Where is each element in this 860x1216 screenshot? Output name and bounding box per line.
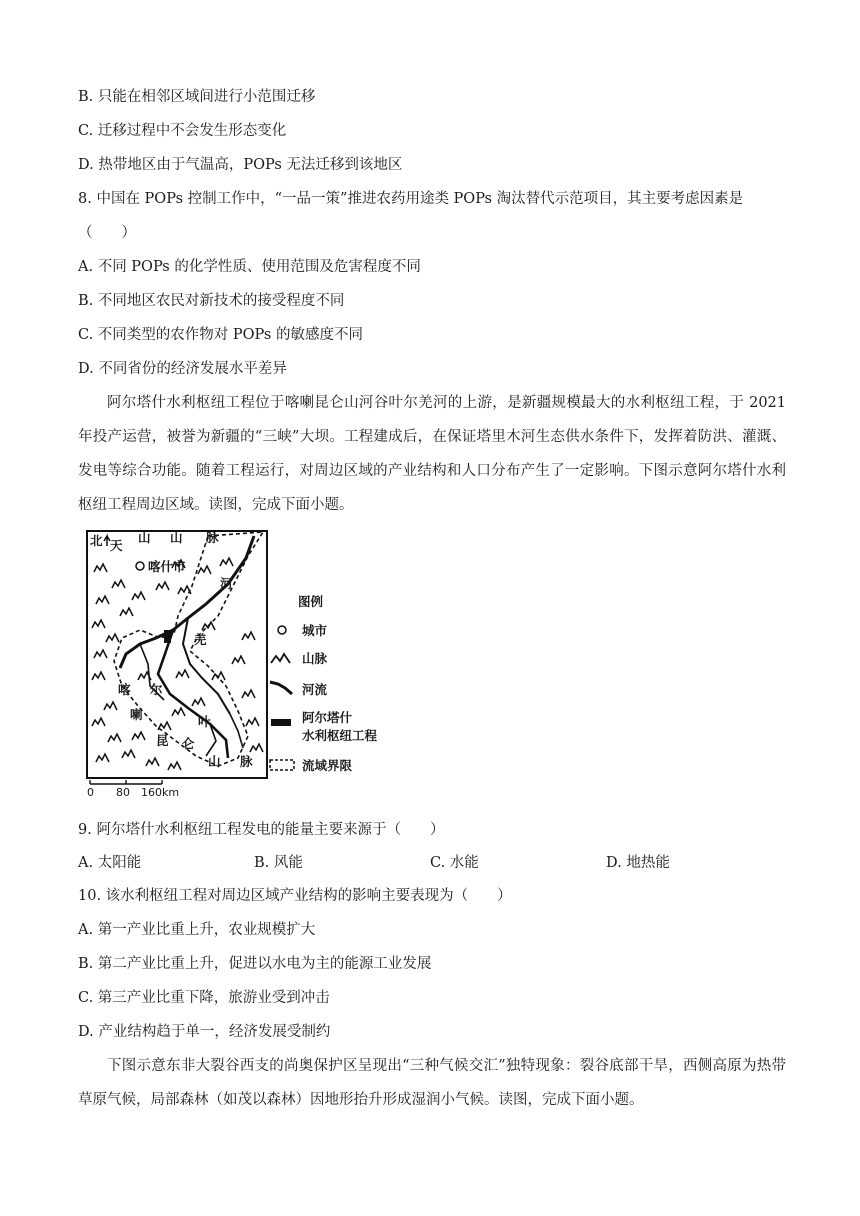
legend-city: 城市 (302, 623, 328, 638)
label-kun: 昆 (156, 733, 169, 748)
mountain-symbol (192, 698, 205, 706)
legend-river-icon (270, 682, 292, 694)
north-label: 北 (90, 533, 103, 548)
q7-option-d: D. 热带地区由于气温高，POPs 无法迁移到该地区 (78, 157, 403, 173)
q10-option-c: C. 第三产业比重下降，旅游业受到冲击 (78, 990, 330, 1006)
mountain-symbol (176, 670, 189, 678)
altash-region-map (78, 526, 398, 798)
mountain-symbol (132, 592, 145, 600)
mountain-symbols (92, 558, 263, 770)
mountain-symbol (92, 672, 105, 680)
q8-stem: 8. 中国在 POPs 控制工作中，“一品一策”推进农药用途类 POPs 淘汰替代示范项目，其主要考虑因素是 (78, 191, 744, 207)
q8-option-c: C. 不同类型的农作物对 POPs 的敏感度不同 (78, 327, 363, 343)
q8-stem-blank: （ ） (78, 225, 136, 241)
mountain-symbol (172, 708, 185, 716)
q10-option-a: A. 第一产业比重上升，农业规模扩大 (78, 922, 316, 938)
legend-project-line-2: 水利枢纽工程 (302, 728, 378, 743)
label-he: 河 (220, 576, 233, 591)
yarkand-river (120, 536, 254, 668)
passage-rift-valley: 下图示意东非大裂谷西支的尚奥保护区呈现出“三种气候交汇”独特现象：裂谷底部干旱，西侧高原为热带草原气候，局部森林（如茂以森林）因地形抬升形成湿润小气候。读图，完成下面小题。 (78, 1058, 786, 1108)
mountain-symbol (104, 702, 117, 710)
scale-80: 80 (116, 786, 130, 798)
legend-project-icon (271, 719, 291, 726)
mountain-symbol (232, 656, 245, 664)
mountain-symbol (106, 634, 119, 642)
q10-option-d: D. 产业结构趋于单一，经济发展受制约 (78, 1024, 331, 1040)
mountain-symbol (168, 762, 181, 770)
q9-option-c: C. 水能 (430, 855, 479, 871)
mountain-symbol (198, 566, 211, 574)
mountain-symbol (94, 564, 107, 572)
label-mai-1: 脉 (206, 530, 219, 545)
label-shan-1: 山 (138, 530, 151, 545)
mountain-symbol (96, 754, 109, 762)
label-ye: 叶 (198, 714, 211, 729)
q8-option-d: D. 不同省份的经济发展水平差异 (78, 361, 287, 377)
legend-city-icon (278, 626, 286, 634)
mountain-symbol (94, 650, 107, 658)
label-qiang: 羌 (194, 632, 207, 647)
q9-stem: 9. 阿尔塔什水利枢纽工程发电的能量主要来源于（ ） (78, 822, 445, 838)
label-tian: 天 (110, 538, 123, 553)
mountain-symbol (250, 744, 263, 752)
q9-option-d: D. 地热能 (606, 855, 670, 871)
legend-mountain-icon (271, 654, 290, 663)
label-mai-2: 脉 (240, 754, 253, 769)
mountain-symbol (96, 596, 109, 604)
mountain-symbol (92, 620, 105, 628)
q7-option-b: B. 只能在相邻区域间进行小范围迁移 (78, 89, 316, 105)
label-er: 尔 (150, 682, 163, 697)
mountain-symbol (132, 732, 145, 740)
q9-option-a: A. 太阳能 (78, 855, 142, 871)
mountain-symbol (242, 690, 255, 698)
label-shan-2: 山 (170, 530, 183, 545)
q7-option-c: C. 迁移过程中不会发生形态变化 (78, 123, 287, 139)
legend-project-line-1: 阿尔塔什 (302, 710, 353, 725)
label-la: 喇 (130, 707, 143, 722)
mountain-symbol (212, 672, 225, 680)
scale-160: 160km (141, 786, 180, 798)
legend-mountain: 山脉 (302, 651, 328, 666)
legend-boundary: 流域界限 (302, 758, 353, 773)
q8-option-a: A. 不同 POPs 的化学性质、使用范围及危害程度不同 (78, 259, 421, 275)
legend-river: 河流 (302, 682, 328, 697)
mountain-symbol (202, 622, 215, 630)
legend-title: 图例 (298, 594, 324, 609)
scale-0: 0 (87, 786, 94, 798)
q9-option-b: B. 风能 (254, 855, 303, 871)
q10-option-b: B. 第二产业比重上升，促进以水电为主的能源工业发展 (78, 956, 432, 972)
legend-boundary-icon (270, 760, 294, 770)
q10-stem: 10. 该水利枢纽工程对周边区域产业结构的影响主要表现为（ ） (78, 888, 512, 904)
kashgar-label: 喀什市 (148, 559, 186, 574)
passage-altash: 阿尔塔什水利枢纽工程位于喀喇昆仑山河谷叶尔羌河的上游，是新疆规模最大的水利枢纽工程，于 2021 年投产运营，被誉为新疆的“三峡”大坝。工程建成后，在保证塔里木河生态供水条件下，发挥着防洪、灌溉、发电等综合功能。随着工程运行，对周边区域的产业结构和人口分布产生了一定影响。下图示意阿尔塔什水利枢纽工程周边区域。读图，完成下面小题。 (78, 395, 786, 513)
altash-project-marker (164, 630, 171, 643)
mountain-symbol (246, 718, 259, 726)
label-shan-3: 山 (208, 754, 221, 769)
mountain-symbol (242, 632, 255, 640)
scale-bar (87, 780, 179, 798)
mountain-symbol (108, 734, 121, 742)
mountain-symbol (120, 608, 133, 616)
mountain-symbol (220, 558, 233, 566)
mountain-symbol (112, 580, 125, 588)
mountain-symbol (122, 750, 135, 758)
mountain-symbol (92, 718, 105, 726)
mountain-symbol (146, 758, 159, 766)
kashgar-city-marker (136, 562, 144, 570)
label-lun: 仑 (182, 736, 195, 751)
mountain-symbol (156, 582, 169, 590)
q8-option-b: B. 不同地区农民对新技术的接受程度不同 (78, 293, 345, 309)
label-ka: 喀 (118, 682, 131, 697)
